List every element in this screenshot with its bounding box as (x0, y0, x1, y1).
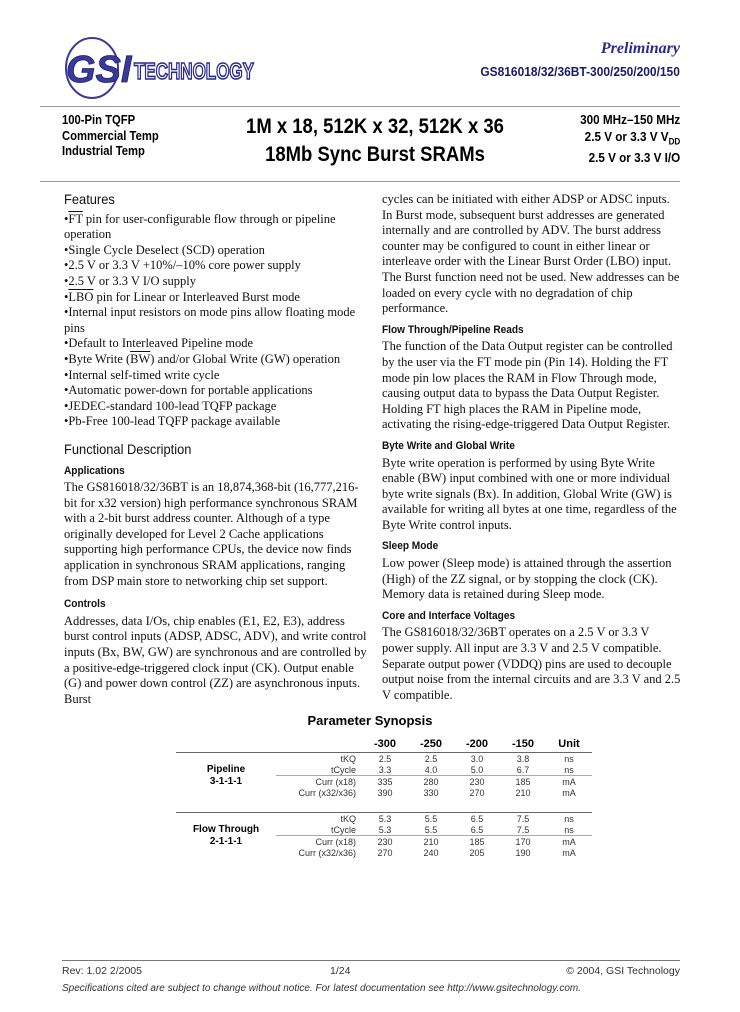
feature-item: • Automatic power-down for portable applications (64, 383, 369, 399)
table-cell: 3.3 (378, 764, 392, 775)
speed-range: 300 MHz–150 MHz (579, 112, 680, 127)
preliminary-label: Preliminary (600, 40, 680, 57)
core-voltages-text: The GS816018/32/36BT operates on a 2.5 V or 3.3 V power supply. All input are 3.3 V and 2.5 V compatible. Separate output power (VDDQ) pins are used to decouple output noise from the internal circuits and are 3.3 V and 2.5 V compatible. (382, 625, 681, 702)
table-cell: 6.5 (470, 824, 484, 835)
byte-write-text: Byte write operation is performed by using Byte Write enable (BW) input combined with one or more individual byte write signals (Bx). In addition, Global Write (GW) is available for writing all bytes at one time, regardless of the Byte Write control inputs. (382, 455, 677, 532)
parameter-synopsis-table (176, 735, 592, 858)
disclaimer-notice: Specifications cited are subject to change without notice. For latest documentation see http://www.gsitechnology.com. (62, 983, 581, 994)
footer-rule (62, 960, 680, 961)
column-header: -300 (373, 737, 397, 750)
row-label: tCycle (330, 764, 356, 775)
feature-item: • Single Cycle Deselect (SCD) operation (64, 243, 369, 259)
flow-through-heading: Flow Through/Pipeline Reads (382, 323, 524, 336)
table-cell: 210 (408, 836, 454, 848)
page-number: 1/24 (330, 965, 351, 977)
features-list (64, 212, 369, 430)
document-title (230, 113, 520, 169)
core-voltage: 2.5 V or 3.3 V $V_{DD}$ (584, 128, 680, 147)
row-label: Curr (x32/x36) (298, 847, 356, 858)
feature-item: • $\overline{LBO}$ pin for Linear or Interleaved Burst mode (64, 290, 369, 306)
feature-item: • Pb-Free 100-lead TQFP package available (64, 414, 369, 430)
table-cell: 270 (377, 847, 393, 858)
table-cell: ns (546, 813, 592, 825)
speed-voltage-info (580, 112, 680, 166)
table-cell: ns (546, 753, 592, 765)
row-label: Curr (x18) (276, 776, 362, 788)
row-label: tCycle (330, 824, 356, 835)
table-row (176, 813, 592, 825)
table-cell: 205 (469, 847, 485, 858)
table-cell: mA (562, 847, 576, 858)
row-label: Curr (x18) (276, 836, 362, 848)
table-cell: 3.0 (454, 753, 500, 765)
group-label: Flow Through 2-1-1-1 (176, 813, 276, 859)
feature-item: • Internal self-timed write cycle (64, 368, 369, 384)
byte-write-heading: Byte Write and Global Write (382, 439, 515, 452)
group-label: Pipeline 3-1-1-1 (176, 753, 276, 799)
column-header: -250 (419, 737, 443, 750)
part-number: GS816018/32/36BT-300/250/200/150 (480, 64, 680, 79)
core-voltages-heading: Core and Interface Voltages (382, 609, 516, 622)
table-cell: 390 (377, 787, 393, 798)
column-header: Unit (558, 737, 580, 750)
row-label: tKQ (276, 753, 362, 765)
feature-item: • Default to Interleaved Pipeline mode (64, 336, 369, 352)
package-line: 100-Pin TQFP (62, 113, 136, 127)
functional-description-heading: Functional Description (64, 440, 192, 457)
table-cell: ns (564, 824, 574, 835)
table-row (176, 753, 592, 765)
table-cell: 2.5 (408, 753, 454, 765)
revision: Rev: 1.02 2/2005 (62, 965, 142, 977)
io-voltage: 2.5 V or 3.3 V I/O (588, 149, 680, 165)
title-line2: 18Mb Sync Burst SRAMs (265, 143, 485, 166)
table-cell: 330 (423, 787, 439, 798)
table-cell: mA (562, 787, 576, 798)
table-cell: 185 (454, 836, 500, 848)
row-label: Curr (x32/x36) (298, 787, 356, 798)
row-label: tKQ (276, 813, 362, 825)
svg-text:TECHNOLOGY: TECHNOLOGY (134, 58, 254, 84)
table-cell: 7.5 (500, 813, 546, 825)
feature-item: • 2.5 V or 3.3 V I/O supply (64, 274, 369, 290)
group-spacer (176, 798, 592, 813)
table-cell: 190 (515, 847, 531, 858)
applications-heading: Applications (64, 464, 125, 477)
table-cell: 2.5 (362, 753, 408, 765)
right-column (382, 192, 682, 703)
table-cell: 230 (454, 776, 500, 788)
feature-item: • Byte Write $(\overline{BW})$ and/or Global Write (GW) operation (64, 352, 369, 368)
table-cell: 185 (500, 776, 546, 788)
table-cell: 280 (408, 776, 454, 788)
table-cell: 5.5 (408, 813, 454, 825)
table-cell: 6.7 (516, 764, 530, 775)
feature-item: • Internal input resistors on mode pins allow floating mode pins (64, 305, 369, 336)
subheader-rule (40, 181, 680, 182)
flow-through-text: The function of the Data Output register can be controlled by the user via the FT mode pin (Pin 14). Holding the FT mode pin low places the RAM in Flow Through mode, causing output data to bypass the Data Output Register. Holding FT high places the RAM in Pipeline mode, activating the rising-edge-triggered Data Output Register. (382, 339, 673, 432)
controls-heading: Controls (64, 598, 106, 611)
table-cell: 6.5 (454, 813, 500, 825)
parameter-synopsis-title: Parameter Synopsis (307, 713, 433, 728)
controls-text: Addresses, data I/Os, chip enables (E1, E2, E3), address burst control inputs (ADSP, ADSC, ADV), and write control inputs (Bx, BW, GW) are synchronous and are controlled by a positive-edge-triggered clock input (CK). Output enable (G) and power down control (ZZ) are asynchronous inputs. Burst (64, 613, 367, 706)
column-header: -200 (465, 737, 489, 750)
sleep-mode-heading: Sleep Mode (382, 540, 439, 553)
package-info (62, 113, 159, 160)
copyright: © 2004, GSI Technology (566, 965, 680, 977)
table-cell: 5.3 (362, 813, 408, 825)
table-cell: 210 (515, 787, 531, 798)
table-cell: 5.3 (378, 824, 392, 835)
table-cell: ns (564, 764, 574, 775)
table-cell: 5.5 (424, 824, 438, 835)
feature-item: • 2.5 V or 3.3 V +10%/–10% core power supply (64, 258, 369, 274)
table-cell: 230 (362, 836, 408, 848)
table-header-row (176, 735, 592, 753)
temp-line: Industrial Temp (62, 144, 145, 158)
svg-text:GSI: GSI (66, 49, 132, 91)
applications-text: The GS816018/32/36BT is an 18,874,368-bit (16,777,216-bit for x32 version) high performance synchronous SRAM with a 2-bit burst address counter. Although of a type originally developed for Level 2 Cache applications supporting high performance CPUs, the device now finds application in synchronous SRAM applications, ranging from DSP main store to networking chip set support. (64, 480, 359, 588)
table-cell: mA (546, 776, 592, 788)
sleep-mode-text: Low power (Sleep mode) is attained through the assertion (High) of the ZZ signal, or by stopping the clock (CK). Memory data is retained during Sleep mode. (382, 556, 672, 602)
table-cell: 240 (423, 847, 439, 858)
table-cell: 170 (500, 836, 546, 848)
header-rule (40, 106, 680, 107)
feature-item: • JEDEC-standard 100-lead TQFP package (64, 399, 369, 415)
features-heading: Features (64, 191, 115, 207)
temp-line: Commercial Temp (62, 128, 159, 143)
burst-intro-text: cycles can be initiated with either ADSP or ADSC inputs. In Burst mode, subsequent burst addresses are generated internally and are controlled by ADV. The burst address counter may be configured to count in either linear or interleave order with the Linear Burst Order (LBO) input. The Burst function need not be used. New addresses can be loaded on every cycle with no degradation of chip performance. (382, 192, 680, 316)
table-cell: mA (546, 836, 592, 848)
left-column (64, 192, 369, 707)
table-cell: 5.0 (470, 764, 484, 775)
table-cell: 4.0 (424, 764, 438, 775)
column-header: -150 (511, 737, 535, 750)
title-line1: 1M x 18, 512K x 32, 512K x 36 (246, 115, 504, 138)
table-cell: 7.5 (516, 824, 530, 835)
gsi-technology-logo (62, 32, 262, 102)
table-cell: 270 (469, 787, 485, 798)
table-cell: 3.8 (500, 753, 546, 765)
table-cell: 335 (362, 776, 408, 788)
feature-item: • $\overline{FT}$ pin for user-configurable flow through or pipeline operation (64, 212, 369, 243)
